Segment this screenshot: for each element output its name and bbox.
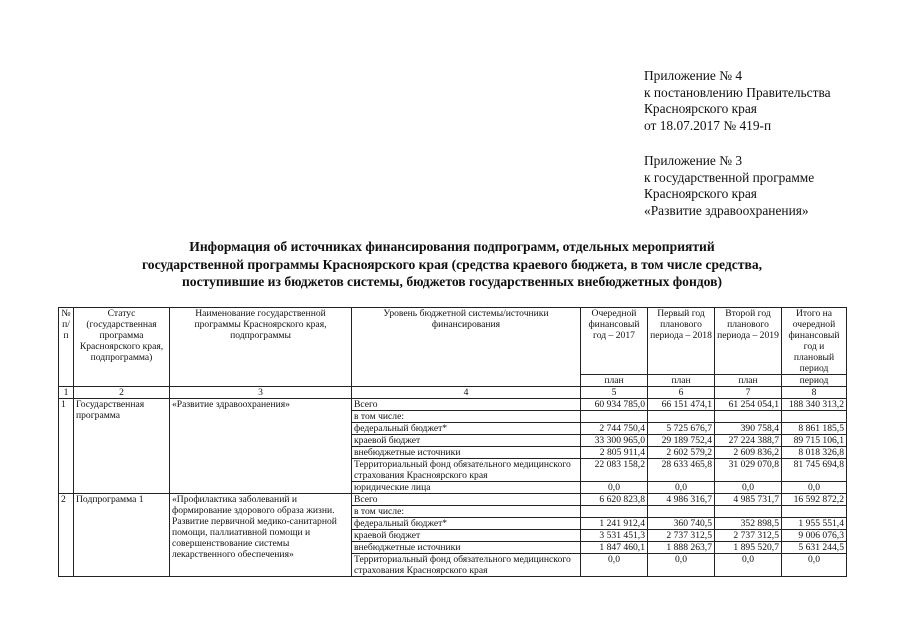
cell-total: 0,0 bbox=[782, 482, 847, 494]
row-program-name: «Профилактика заболеваний и формирование здорового образа жизни. Развитие первичной медико-санитарной помощи, паллиативной помощи и совершенствование системы лекарственного обеспечения» bbox=[170, 494, 352, 577]
document-title bbox=[60, 238, 844, 291]
cell-total: 89 715 106,1 bbox=[782, 435, 847, 447]
column-number: 4 bbox=[352, 387, 581, 399]
appendix-line: Приложение № 4 bbox=[644, 68, 743, 83]
cell-2017: 22 083 158,2 bbox=[581, 459, 648, 482]
col-header-total: Итого на очередной финансовый год и плановый период bbox=[782, 308, 847, 375]
appendix-line: Приложение № 3 bbox=[644, 153, 743, 168]
cell-total: 188 340 313,2 bbox=[782, 399, 847, 411]
cell-total: 16 592 872,2 bbox=[782, 494, 847, 506]
cell-2019: 352 898,5 bbox=[715, 518, 782, 530]
plan-label: план bbox=[581, 375, 648, 387]
cell-2019: 31 029 070,8 bbox=[715, 459, 782, 482]
cell-2017: 0,0 bbox=[581, 554, 648, 577]
cell-2018: 0,0 bbox=[648, 482, 715, 494]
row-level: федеральный бюджет* bbox=[352, 423, 581, 435]
row-level: внебюджетные источники bbox=[352, 542, 581, 554]
col-header-2018: Первый год планового периода – 2018 bbox=[648, 308, 715, 375]
row-level: внебюджетные источники bbox=[352, 447, 581, 459]
col-header-2019: Второй год планового периода – 2019 bbox=[715, 308, 782, 375]
cell-total: 0,0 bbox=[782, 554, 847, 577]
cell-2019: 61 254 054,1 bbox=[715, 399, 782, 411]
column-number: 2 bbox=[74, 387, 170, 399]
cell-2017 bbox=[581, 506, 648, 518]
row-level: в том числе: bbox=[352, 411, 581, 423]
col-header-2017: Очередной финансовый год – 2017 bbox=[581, 308, 648, 375]
cell-2017: 0,0 bbox=[581, 482, 648, 494]
cell-2018: 2 737 312,5 bbox=[648, 530, 715, 542]
row-level: юридические лица bbox=[352, 482, 581, 494]
cell-2019: 2 609 836,2 bbox=[715, 447, 782, 459]
cell-total: 8 861 185,5 bbox=[782, 423, 847, 435]
row-level: Всего bbox=[352, 494, 581, 506]
appendix-line: к постановлению Правительства bbox=[644, 84, 831, 100]
col-header-name: Наименование государственной программы Красноярского края, подпрограммы bbox=[170, 308, 352, 387]
appendix-line: «Развитие здравоохранения» bbox=[644, 202, 809, 218]
cell-2017: 1 241 912,4 bbox=[581, 518, 648, 530]
cell-total: 5 631 244,5 bbox=[782, 542, 847, 554]
cell-2018: 0,0 bbox=[648, 554, 715, 577]
cell-2019: 0,0 bbox=[715, 554, 782, 577]
cell-2018: 360 740,5 bbox=[648, 518, 715, 530]
plan-label: период bbox=[782, 375, 847, 387]
header-row bbox=[59, 308, 847, 375]
row-level: Всего bbox=[352, 399, 581, 411]
plan-label: план bbox=[648, 375, 715, 387]
cell-2018: 66 151 474,1 bbox=[648, 399, 715, 411]
plan-label: план bbox=[715, 375, 782, 387]
appendix-line: Красноярского края bbox=[644, 186, 757, 202]
cell-2019 bbox=[715, 411, 782, 423]
column-number: 7 bbox=[715, 387, 782, 399]
title-line: государственной программы Красноярского края (средства краевого бюджета, в том числе средства, bbox=[141, 256, 763, 272]
col-header-status: Статус (государственная программа Красноярского края, подпрограмма) bbox=[74, 308, 170, 387]
cell-2017: 2 805 911,4 bbox=[581, 447, 648, 459]
cell-2019: 27 224 388,7 bbox=[715, 435, 782, 447]
cell-2019 bbox=[715, 506, 782, 518]
column-number: 8 bbox=[782, 387, 847, 399]
cell-2017: 1 847 460,1 bbox=[581, 542, 648, 554]
cell-total: 81 745 694,8 bbox=[782, 459, 847, 482]
column-number-row bbox=[59, 387, 847, 399]
cell-2018 bbox=[648, 411, 715, 423]
row-status: Подпрограмма 1 bbox=[74, 494, 170, 577]
cell-2019: 0,0 bbox=[715, 482, 782, 494]
row-level: краевой бюджет bbox=[352, 435, 581, 447]
row-level: краевой бюджет bbox=[352, 530, 581, 542]
cell-2018: 1 888 263,7 bbox=[648, 542, 715, 554]
cell-2019: 4 985 731,7 bbox=[715, 494, 782, 506]
row-num: 1 bbox=[59, 399, 74, 494]
appendix-line: к государственной программе bbox=[644, 169, 815, 185]
appendix-line: Красноярского края bbox=[644, 101, 757, 117]
cell-2018: 2 602 579,2 bbox=[648, 447, 715, 459]
appendix-3-block bbox=[644, 153, 894, 219]
cell-2018: 4 986 316,7 bbox=[648, 494, 715, 506]
cell-2019: 390 758,4 bbox=[715, 423, 782, 435]
column-number: 6 bbox=[648, 387, 715, 399]
row-level: Территориальный фонд обязательного медицинского страхования Красноярского края bbox=[352, 459, 581, 482]
cell-2018: 5 725 676,7 bbox=[648, 423, 715, 435]
cell-2017: 60 934 785,0 bbox=[581, 399, 648, 411]
cell-2017: 33 300 965,0 bbox=[581, 435, 648, 447]
title-line: поступившие из бюджетов системы, бюджетов государственных внебюджетных фондов) bbox=[181, 274, 723, 289]
financing-table bbox=[58, 307, 847, 577]
column-number: 3 bbox=[170, 387, 352, 399]
appendix-4-block bbox=[644, 68, 894, 134]
cell-2017 bbox=[581, 411, 648, 423]
cell-2017: 3 531 451,3 bbox=[581, 530, 648, 542]
cell-2018 bbox=[648, 506, 715, 518]
row-level: Территориальный фонд обязательного медицинского страхования Красноярского края bbox=[352, 554, 581, 577]
cell-total: 9 006 076,3 bbox=[782, 530, 847, 542]
row-program-name: «Развитие здравоохранения» bbox=[170, 399, 352, 494]
cell-2019: 2 737 312,5 bbox=[715, 530, 782, 542]
cell-total: 1 955 551,4 bbox=[782, 518, 847, 530]
row-status: Государственная программа bbox=[74, 399, 170, 494]
column-number: 1 bbox=[59, 387, 74, 399]
cell-total bbox=[782, 506, 847, 518]
row-level: федеральный бюджет* bbox=[352, 518, 581, 530]
col-header-level: Уровень бюджетной системы/источники финансирования bbox=[352, 308, 581, 387]
row-num: 2 bbox=[59, 494, 74, 577]
table-row bbox=[59, 494, 847, 506]
col-header-num: № п/п bbox=[59, 308, 74, 387]
cell-total: 8 018 326,8 bbox=[782, 447, 847, 459]
column-number: 5 bbox=[581, 387, 648, 399]
cell-2018: 29 189 752,4 bbox=[648, 435, 715, 447]
title-line: Информация об источниках финансирования подпрограмм, отдельных мероприятий bbox=[189, 239, 715, 254]
cell-2018: 28 633 465,8 bbox=[648, 459, 715, 482]
cell-2017: 2 744 750,4 bbox=[581, 423, 648, 435]
row-level: в том числе: bbox=[352, 506, 581, 518]
cell-2017: 6 620 823,8 bbox=[581, 494, 648, 506]
table-row bbox=[59, 399, 847, 411]
cell-total bbox=[782, 411, 847, 423]
appendix-line: от 18.07.2017 № 419-п bbox=[644, 117, 772, 133]
cell-2019: 1 895 520,7 bbox=[715, 542, 782, 554]
